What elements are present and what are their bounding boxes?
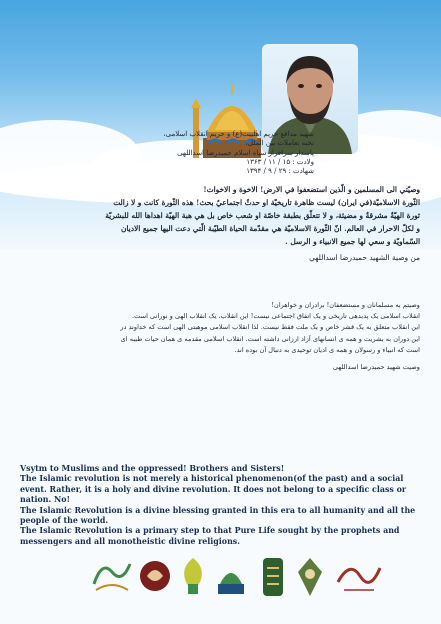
emblem-logo-olive — [292, 554, 328, 600]
english-heading: Vsytm to Muslims and the oppressed! Brothers and Sisters! — [20, 464, 285, 473]
persian-line: وصیتم به مسلمانان و مستضعفان! برادران و خواهران! — [271, 301, 420, 309]
english-paragraph: The Islamic Revolution is a divine blessing granted in this era to all humanity and all the people of the world. — [20, 505, 416, 526]
arabic-line: وصيّتي الى المسلمين و الّذين استضعفوا في الارض! الاخوة و الاخوات! — [203, 185, 420, 194]
emblem-logo-red — [138, 554, 172, 600]
caption-subtitle: نخبه تعاملات بین الملل، — [245, 139, 314, 148]
english-paragraph: The Islamic Revolution is a primary step to that Pure Life sought by the prophets and messengers and all monotheistic divine religions. — [20, 526, 400, 546]
emblem-logo-dark — [258, 554, 288, 600]
english-will-section — [20, 464, 425, 547]
caption-name: پاسدار سرافراز سپاه اسلام حمیدرضا اسداللهی — [177, 148, 314, 157]
caption-martyrdom-date: شهادت : ۲۹ / ۹ / ۱۳۹۴ — [246, 167, 314, 176]
arabic-line: ثورة الهيّةٌ مشرقةٌ و مضيئة، و لا تتعلّق بطبقة خاصّة او شعب خاص بل هي هبة الهيّة اهداها الله للبشريّة — [105, 211, 420, 220]
arabic-signature: من وصية الشهيد حميدرضا اسداللهي — [309, 253, 420, 262]
arabic-line: السّماويّة و سعي لها جميع الانبياء و الرسل . — [285, 237, 420, 246]
calligraphy-logo-green — [88, 554, 136, 600]
persian-line: این انقلاب متعلق به یک قشر خاص و یک ملت فقط نیست. لذا انقلاب اسلامی موهبتی الهی است که خداوند در — [120, 323, 420, 332]
english-paragraph: The Islamic revolution is not merely a historical phenomenon(of the past) and a social event. Rather, it is a holy and divine revolution. It does not belong to a specific class or nation. No! — [20, 474, 407, 505]
caption-birth-date: ولادت : ۱۵ / ۱۱ / ۱۳۶۳ — [246, 157, 314, 166]
arabic-line: الثّورة الاسلاميّة(في ايران) ليست ظاهرة تاريخيّة او حدثٌ اجتماعيٌ بحث! هذه الثّورة كانت و لا زالت — [113, 198, 420, 207]
persian-signature: وصیت شهید حمیدرضا اسداللهی — [332, 363, 420, 372]
arabic-line: و لكلّ الاحرار في العالم. انّ الثّورة الاسلاميّة هي مقدّمة الحياة الطيّبة الّتي دعت اليها جميع الاديان — [121, 224, 420, 233]
persian-line: انقلاب اسلامی یک پدیدهی تاریخی و یک اتفاق اجتماعی نیست! این انقلاب، یک انقلاب الهی و نورانی است. — [132, 312, 420, 321]
arabic-will-section — [22, 183, 420, 264]
caption-title: شهید مدافع حریم اهلیبت(ع) و حریم انقلاب اسلامی، — [163, 130, 314, 138]
persian-will-section — [22, 300, 420, 373]
mosque-logo — [212, 554, 250, 600]
persian-line: این دوران به بشریت و همه ی انسانهای آزاد ارزانی داشته است. انقلاب اسلامی مقدمه ی همان حیات طیبه ای — [120, 334, 420, 343]
sponsor-logos-row — [0, 548, 441, 608]
emblem-logo-yellow — [176, 554, 210, 600]
calligraphy-logo-red — [334, 554, 384, 600]
persian-line: است که انبیاء و رسولان و همه ی ادیان توحیدی به دنبال آن بوده اند. — [234, 345, 420, 354]
martyr-caption — [114, 130, 314, 176]
